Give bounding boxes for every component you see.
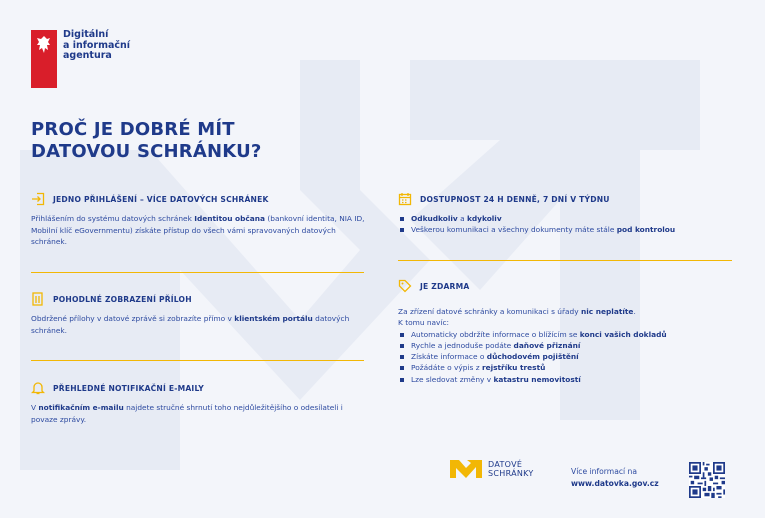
divider — [31, 360, 364, 361]
section-text: Přihlášením do systému datových schránek Identitou občana (bankovní identita, NIA ID, Mobilní klíč eGovernmentu) získáte přístup do všech vámi spravovaných datových schránek. — [31, 214, 365, 246]
tag-icon — [398, 279, 412, 293]
list-item: Požádáte o výpis z rejstříku trestů — [398, 362, 738, 373]
free-intro: Za zřízení datové schránky a komunikaci s úřady nic neplatíte. — [398, 307, 636, 316]
login-arrow-icon — [31, 192, 45, 206]
list-item: Odkudkoliv a kdykoliv — [398, 213, 738, 224]
section-attachments — [31, 291, 366, 336]
calendar-icon — [398, 192, 412, 206]
divider — [31, 272, 364, 273]
list-item: Získáte informace o důchodovém pojištění — [398, 351, 738, 362]
section-text: Obdržené přílohy v datové zprávě si zobrazíte přímo v klientském portálu datových schránek. — [31, 314, 350, 335]
section-text: V notifikačním e-mailu najdete stručné shrnutí toho nejdůležitějšího o odesílateli i povaze zprávy. — [31, 403, 343, 424]
list-item: Veškerou komunikaci a všechny dokumenty máte stále pod kontrolou — [398, 224, 738, 235]
divider — [398, 260, 732, 261]
datove-schranky-logo-icon — [450, 458, 482, 480]
list-item: Automaticky obdržíte informace o blížícím se konci vašich dokladů — [398, 329, 738, 340]
bell-icon — [31, 381, 45, 395]
list-item: Rychle a jednoduše podáte daňové přiznání — [398, 340, 738, 351]
section-availability — [398, 191, 738, 236]
datove-schranky-brand: DATOVÉ SCHRÁNKY — [450, 458, 534, 480]
qr-code-icon[interactable] — [689, 462, 725, 498]
section-login — [31, 191, 366, 248]
agency-name: Digitální a informační agentura — [63, 29, 131, 61]
more-info: Více informací na www.datovka.gov.cz — [571, 467, 659, 488]
free-intro-extra: K tomu navíc: — [398, 318, 450, 328]
benefits-list — [398, 329, 738, 385]
section-heading: JEDNO PŘIHLÁŠENÍ – VÍCE DATOVÝCH SCHRÁNEK — [53, 194, 269, 204]
page-title: PROČ JE DOBRÉ MÍT DATOVOU SCHRÁNKU? — [31, 119, 262, 162]
availability-list — [398, 213, 738, 236]
czech-lion-emblem-icon — [31, 30, 57, 88]
website-link[interactable]: www.datovka.gov.cz — [571, 479, 659, 488]
section-heading: PŘEHLEDNÉ NOTIFIKAČNÍ E-MAILY — [53, 383, 205, 393]
section-heading: POHODLNÉ ZOBRAZENÍ PŘÍLOH — [53, 294, 192, 304]
list-item: Lze sledovat změny v katastru nemovitostí — [398, 374, 738, 385]
section-free — [398, 278, 738, 385]
section-notifications — [31, 380, 366, 425]
section-heading: DOSTUPNOST 24 H DENNĚ, 7 DNÍ V TÝDNU — [420, 194, 610, 204]
agency-logo — [31, 30, 153, 88]
section-heading: JE ZDARMA — [420, 281, 470, 291]
attachment-icon — [31, 292, 45, 306]
